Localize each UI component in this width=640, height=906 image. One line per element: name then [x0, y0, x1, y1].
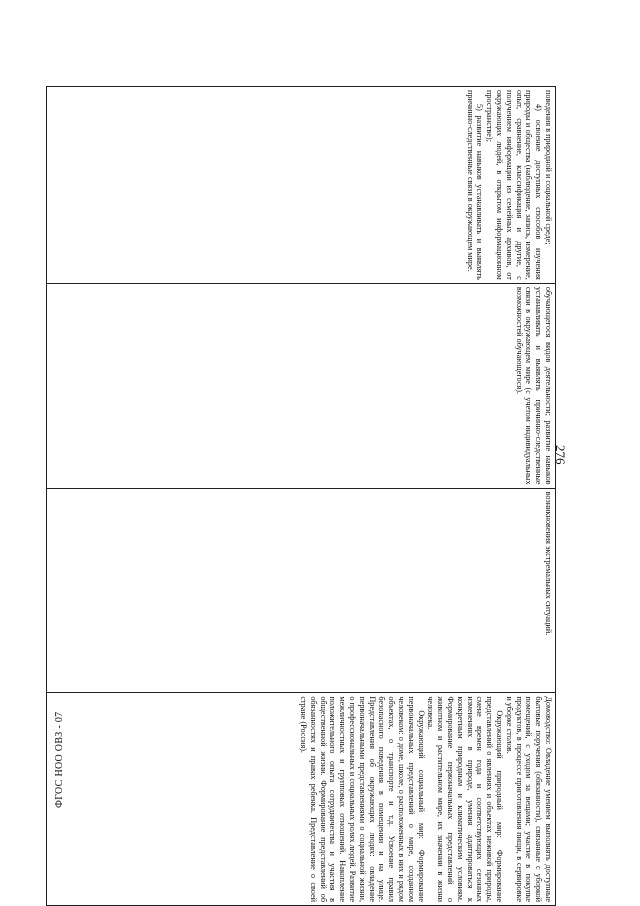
cell-paragraph: 5) развитие навыков устанавливать и выявлять причинно-следственные связи в окружающем мире.	[465, 90, 485, 280]
table-cell-col2	[47, 283, 556, 488]
cell-paragraph: 4) освоение доступных способов изучения природы и общества (наблюдение, запись, измерение, опыт, сравнение, классификация и другие, с получением информации из семейных архивов, от окружающих людей, в открытом информационном пространстве);	[485, 90, 544, 280]
document-code: ФГОС НОО ОВЗ - 07	[54, 711, 65, 808]
cell-paragraph: возникновения экстремальных ситуаций.	[544, 491, 553, 636]
cell-paragraph: Окружающий социальный мир: Формирование первоначальных представлений о мире, созданном человеком: о доме, школе, о расположенных в них и рядом объектах, о транспорте и т.д. Усвоение правил безопасного поведения в помещении и на улице. Представления об окружающих людях: овладение первоначальными представлениями о социальной жизни, о профессиональных и социальных ролях людей. Развитие межличностных и групповых отношений. Накопление положительного опыта сотрудничества и участия в общественной жизни. Формирование представлений об обязанностях и правах ребенка. Представление о своей стране (Россия).	[299, 696, 426, 902]
cell-paragraph: Домоводство: Овладение умением выполнять доступные бытовые поручения (обязанности), связанные с уборкой помещений, с уходом за вещами; участие в покупке продуктов, в процессе приготовления пищи, в сервировке и уборке столов.	[504, 696, 553, 902]
table-cell-col1	[47, 87, 556, 284]
table-cell-col3	[47, 488, 556, 693]
table-cell-col4	[47, 693, 556, 906]
table-row	[47, 87, 556, 906]
standards-table	[46, 86, 556, 906]
rotated-table-page	[46, 86, 556, 906]
cell-paragraph: поведения в природной и социальной среде;	[544, 90, 553, 245]
cell-paragraph: Окружающий природный мир: Формирование представлений о явлениях и объектах неживой природы, смене времен года и соответствующих сезонных изменениях в природе, умения адаптироваться к конкретным природным и климатическим условиям. Формирование первоначальных представлений о животном и растительном мире, их значении в жизни человека.	[426, 696, 505, 902]
page-number: 276	[553, 445, 568, 465]
cell-paragraph: обучающегося видов деятельности; развитие навыков устанавливать и выявлять причинно-следственные связи в окружающем мире (с учетом индивидуальных возможностей обучающегося).	[514, 286, 553, 485]
